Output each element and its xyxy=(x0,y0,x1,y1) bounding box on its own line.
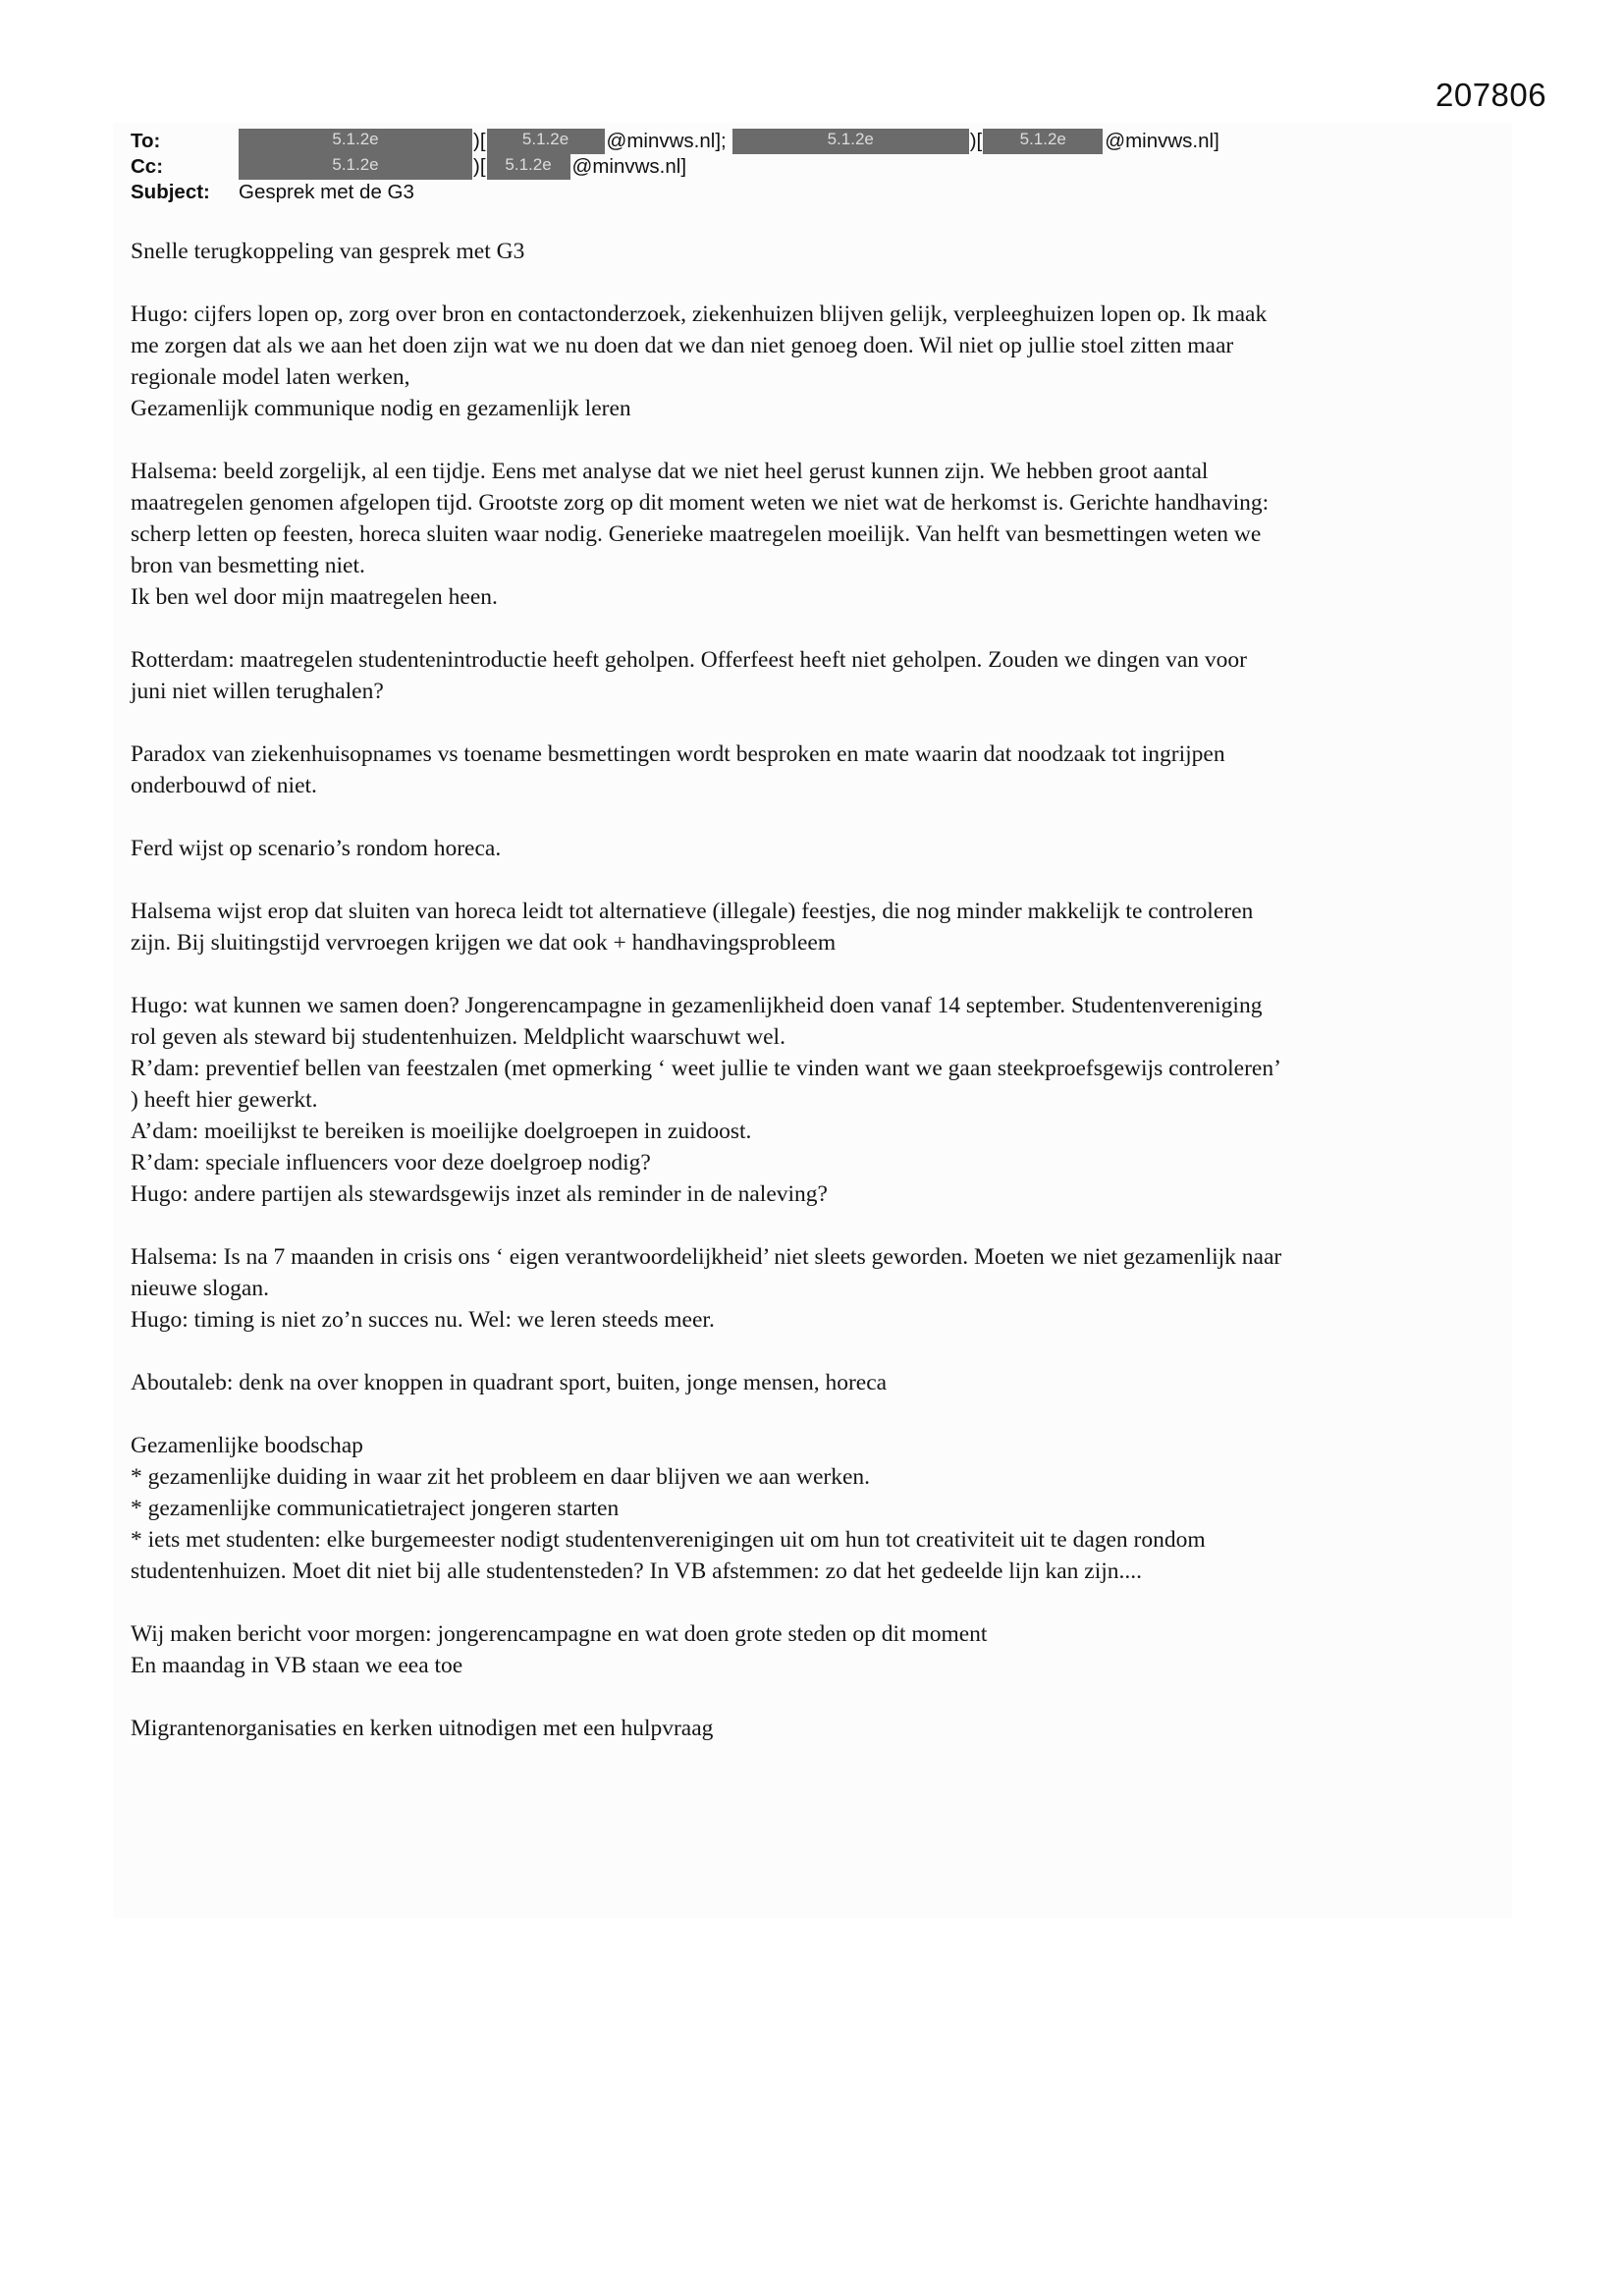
body-line: Halsema: Is na 7 maanden in crisis ons ‘ eigen verantwoordelijkheid’ niet sleets geworden. Moeten we niet gezamenlijk naar xyxy=(131,1244,1282,1270)
body-line: Halsema wijst erop dat sluiten van horeca leidt tot alternatieve (illegale) feestjes, die nog minder makkelijk te controleren xyxy=(131,899,1254,924)
body-line: nieuwe slogan. xyxy=(131,1276,269,1301)
body-line: studentenhuizen. Moet dit niet bij alle studentensteden? In VB afstemmen: zo dat het gedeelde lijn kan zijn.... xyxy=(131,1558,1143,1584)
body-paragraph xyxy=(131,299,1505,424)
body-line: Snelle terugkoppeling van gesprek met G3 xyxy=(131,239,525,264)
body-line: Ferd wijst op scenario’s rondom horeca. xyxy=(131,836,502,861)
email-domain: @minvws.nl] xyxy=(1105,130,1219,152)
body-line: Halsema: beeld zorgelijk, al een tijdje. Eens met analyse dat we niet heel gerust kunnen zijn. We hebben groot aantal xyxy=(131,459,1209,484)
redaction-block: 5.1.2e xyxy=(983,129,1103,154)
body-line: Aboutaleb: denk na over knoppen in quadrant sport, buiten, jonge mensen, horeca xyxy=(131,1370,888,1395)
body-line: juni niet willen terughalen? xyxy=(131,679,384,704)
body-line: * iets met studenten: elke burgemeester nodigt studentenverenigingen uit om hun tot creativiteit uit te dagen rondom xyxy=(131,1527,1206,1553)
body-line: Wij maken bericht voor morgen: jongerencampagne en wat doen grote steden op dit moment xyxy=(131,1621,988,1647)
body-line: R’dam: speciale influencers voor deze doelgroep nodig? xyxy=(131,1150,651,1175)
bracket-separator: )[ xyxy=(473,155,486,178)
redaction-block: 5.1.2e xyxy=(732,129,969,154)
body-line: A’dam: moeilijkst te bereiken is moeilijke doelgroepen in zuidoost. xyxy=(131,1119,752,1144)
body-paragraph xyxy=(131,1241,1505,1336)
redaction-block: 5.1.2e xyxy=(487,154,570,180)
body-line: Paradox van ziekenhuisopnames vs toename besmettingen wordt besproken en mate waarin dat noodzaak tot ingrijpen xyxy=(131,741,1225,767)
redaction-block: 5.1.2e xyxy=(487,129,605,154)
body-paragraph xyxy=(131,644,1505,707)
body-line: Migrantenorganisaties en kerken uitnodigen met een hulpvraag xyxy=(131,1716,714,1741)
document-number: 207806 xyxy=(1435,77,1547,113)
body-line: rol geven als steward bij studentenhuizen. Meldplicht waarschuwt wel. xyxy=(131,1024,785,1050)
cc-value xyxy=(239,154,686,180)
body-paragraph xyxy=(131,1367,1505,1398)
redaction-block: 5.1.2e xyxy=(239,129,472,154)
body-line: En maandag in VB staan we eea toe xyxy=(131,1653,463,1678)
body-line: Hugo: wat kunnen we samen doen? Jongerencampagne in gezamenlijkheid doen vanaf 14 september. Studentenvereniging xyxy=(131,993,1263,1018)
bracket-separator: )[ xyxy=(473,130,486,152)
to-label: To: xyxy=(131,130,161,152)
subject-label: Subject: xyxy=(131,181,210,203)
body-line: Gezamenlijke boodschap xyxy=(131,1433,363,1458)
body-paragraph xyxy=(131,990,1505,1210)
body-paragraph xyxy=(131,896,1505,958)
body-line: Hugo: timing is niet zo’n succes nu. Wel: we leren steeds meer. xyxy=(131,1307,715,1333)
email-body xyxy=(131,236,1505,1776)
to-value xyxy=(239,129,1219,154)
body-line: * gezamenlijke duiding in waar zit het probleem en daar blijven we aan werken. xyxy=(131,1464,871,1490)
redaction-block: 5.1.2e xyxy=(239,154,472,180)
body-line: maatregelen genomen afgelopen tijd. Grootste zorg op dit moment weten we niet wat de herkomst is. Gerichte handhaving: xyxy=(131,490,1270,516)
bracket-separator: )[ xyxy=(969,130,983,152)
email-domain: @minvws.nl]; xyxy=(606,130,727,152)
body-line: * gezamenlijke communicatietraject jongeren starten xyxy=(131,1496,620,1521)
email-domain: @minvws.nl] xyxy=(571,155,687,178)
body-paragraph xyxy=(131,1618,1505,1681)
body-line: ) heeft hier gewerkt. xyxy=(131,1087,318,1113)
body-line: Rotterdam: maatregelen studentenintroductie heeft geholpen. Offerfeest heeft niet geholpen. Zouden we dingen van voor xyxy=(131,647,1247,673)
body-line: Hugo: andere partijen als stewardsgewijs inzet als reminder in de naleving? xyxy=(131,1181,828,1207)
body-line: scherp letten op feesten, horeca sluiten waar nodig. Generieke maatregelen moeilijk. Van helft van besmettingen weten we xyxy=(131,521,1262,547)
body-paragraph xyxy=(131,456,1505,613)
body-line: zijn. Bij sluitingstijd vervroegen krijgen we dat ook + handhavingsprobleem xyxy=(131,930,837,956)
body-paragraph xyxy=(131,1430,1505,1587)
body-line: me zorgen dat als we aan het doen zijn wat we nu doen dat we dan niet genoeg doen. Wil niet op jullie stoel zitten maar xyxy=(131,333,1234,358)
body-line: onderbouwd of niet. xyxy=(131,773,317,798)
subject-value: Gesprek met de G3 xyxy=(239,181,414,203)
body-paragraph xyxy=(131,738,1505,801)
body-line: regionale model laten werken, xyxy=(131,364,410,390)
body-line: R’dam: preventief bellen van feestzalen (met opmerking ‘ weet jullie te vinden want we gaan steekproefsgewijs controleren’ xyxy=(131,1056,1281,1081)
body-paragraph xyxy=(131,236,1505,267)
body-paragraph xyxy=(131,833,1505,864)
body-paragraph xyxy=(131,1713,1505,1744)
cc-label: Cc: xyxy=(131,155,164,178)
body-line: Gezamenlijk communique nodig en gezamenlijk leren xyxy=(131,396,631,421)
body-line: Ik ben wel door mijn maatregelen heen. xyxy=(131,584,498,610)
body-line: Hugo: cijfers lopen op, zorg over bron en contactonderzoek, ziekenhuizen blijven gelijk, verpleeghuizen lopen op. Ik maak xyxy=(131,301,1268,327)
body-line: bron van besmetting niet. xyxy=(131,553,365,578)
